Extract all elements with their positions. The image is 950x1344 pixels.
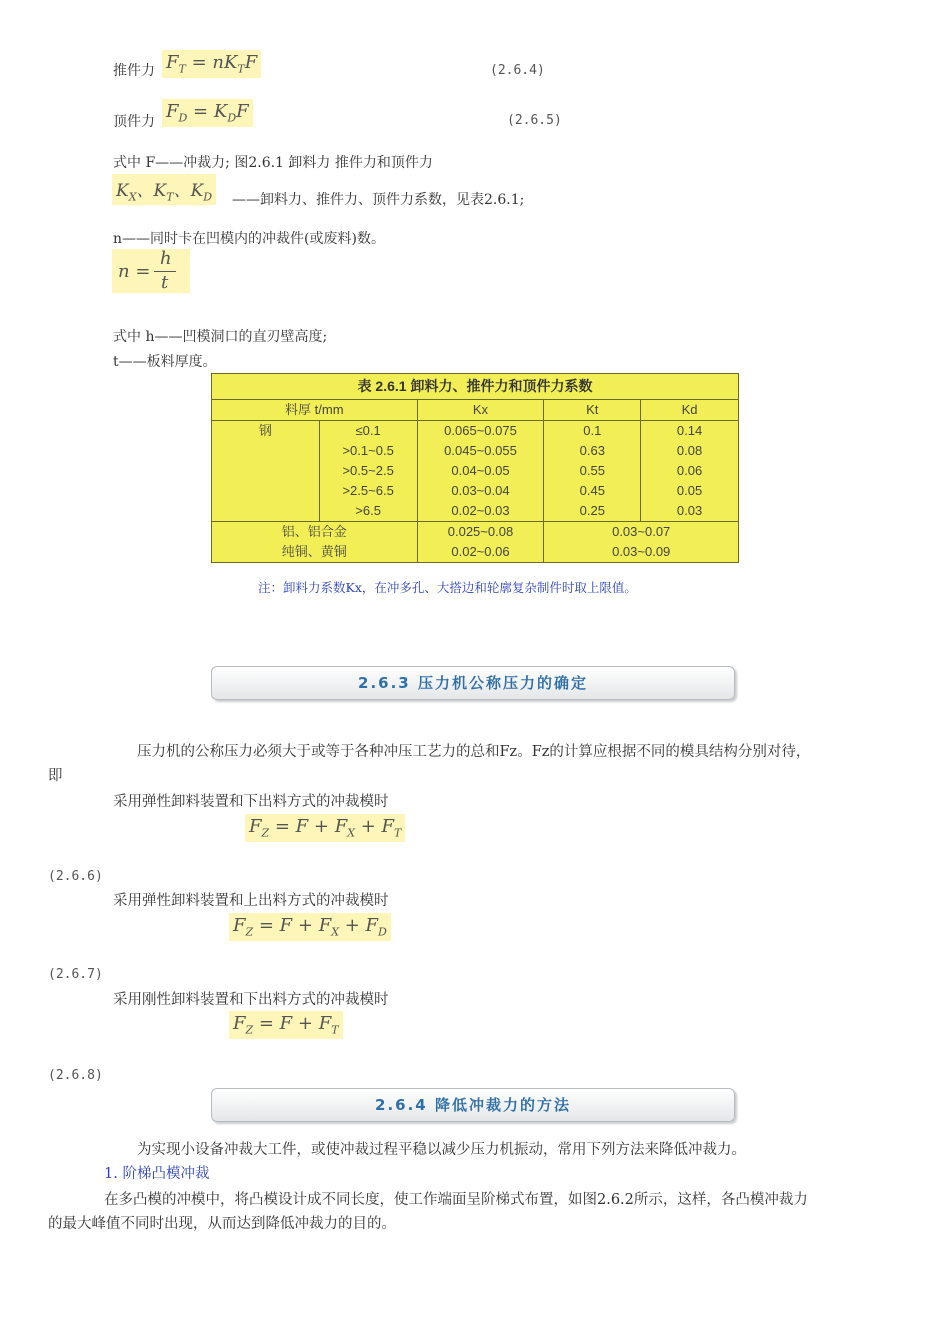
cell-ktd: 0.03~0.09 xyxy=(544,542,739,563)
cell-thickness: >0.1~0.5 xyxy=(319,441,417,461)
cell-kd: 0.14 xyxy=(641,421,739,442)
cell-kx: 0.065~0.075 xyxy=(417,421,544,442)
table-row xyxy=(212,542,739,563)
cell-kd: 0.03 xyxy=(641,501,739,522)
item-1-line-2: 的最大峰值不同时出现，从而达到降低冲裁力的目的。 xyxy=(48,1216,396,1232)
cell-kt: 0.45 xyxy=(544,481,641,501)
eq-number-266: (2.6.6) xyxy=(48,869,103,884)
cell-kx: 0.02~0.03 xyxy=(417,501,544,522)
case-1-formula: $F_Z = F + F_X + F_T$ xyxy=(245,814,405,842)
header-kx: Kx xyxy=(417,400,544,421)
cell-ktd: 0.03~0.07 xyxy=(544,522,739,543)
steel-label: 钢 xyxy=(212,421,320,522)
section-263-intro-cont: 即 xyxy=(48,768,63,784)
header-kt: Kt xyxy=(544,400,641,421)
cell-kx: 0.02~0.06 xyxy=(417,542,544,563)
header-kd: Kd xyxy=(641,400,739,421)
table-title: 表 2.6.1 卸料力、推件力和顶件力系数 xyxy=(212,374,739,400)
case-2-formula: $F_Z = F + F_X + F_D$ xyxy=(229,913,391,941)
eq-number-264: (2.6.4) xyxy=(490,63,545,78)
section-263-intro: 压力机的公称压力必须大于或等于各种冲压工艺力的总和Fz。Fz的计算应根据不同的模具结构分别对待， xyxy=(137,744,811,760)
item-1-title: 1. 阶梯凸模冲裁 xyxy=(104,1166,210,1182)
cell-thickness: >0.5~2.5 xyxy=(319,461,417,481)
cell-kx: 0.04~0.05 xyxy=(417,461,544,481)
cell-material: 铝、铝合金 xyxy=(212,522,418,543)
t-description: t——板料厚度。 xyxy=(113,354,217,370)
cell-kd: 0.06 xyxy=(641,461,739,481)
case-3-desc: 采用刚性卸料装置和下出料方式的冲裁模时 xyxy=(113,992,389,1008)
cell-kx: 0.03~0.04 xyxy=(417,481,544,501)
n-formula: n = h t xyxy=(112,249,190,293)
eq-number-265: (2.6.5) xyxy=(507,113,562,128)
n-description: n——同时卡在凹模内的冲裁件(或废料)数。 xyxy=(113,231,385,247)
section-264-banner: 2.6.4 降低冲裁力的方法 xyxy=(211,1088,735,1122)
coef-description: ——卸料力、推件力、顶件力系数，见表2.6.1; xyxy=(232,192,525,208)
section-263-banner: 2.6.3 压力机公称压力的确定 xyxy=(211,666,735,700)
header-thickness: 料厚 t/mm xyxy=(212,400,418,421)
cell-material: 纯铜、黄铜 xyxy=(212,542,418,563)
cell-kt: 0.1 xyxy=(544,421,641,442)
cell-thickness: ≤0.1 xyxy=(319,421,417,442)
section-264-intro: 为实现小设备冲裁大工件，或使冲裁过程平稳以减少压力机振动，常用下列方法来降低冲裁力。 xyxy=(137,1142,746,1158)
cell-kt: 0.55 xyxy=(544,461,641,481)
table-row xyxy=(212,421,739,442)
push-force-label: 推件力 xyxy=(113,63,155,79)
cell-thickness: >2.5~6.5 xyxy=(319,481,417,501)
h-description: 式中 h——凹模洞口的直刃壁高度; xyxy=(113,329,328,345)
table-row xyxy=(212,522,739,543)
eq-number-268: (2.6.8) xyxy=(48,1068,103,1083)
item-1-line-1: 在多凸模的冲模中，将凸模设计成不同长度，使工作端面呈阶梯式布置，如图2.6.2所示，这样，各凸模冲裁力 xyxy=(104,1192,808,1208)
cell-kd: 0.05 xyxy=(641,481,739,501)
top-force-formula: $F_D = K_DF$ xyxy=(162,99,253,127)
cell-thickness: >6.5 xyxy=(319,501,417,522)
cell-kx: 0.025~0.08 xyxy=(417,522,544,543)
cell-kd: 0.08 xyxy=(641,441,739,461)
cell-kt: 0.63 xyxy=(544,441,641,461)
coef-symbols: $K_X$、$K_T$、$K_D$ xyxy=(112,174,216,205)
coefficient-table xyxy=(211,373,739,563)
table-note: 注：卸料力系数Kx，在冲多孔、大搭边和轮廓复杂制件时取上限值。 xyxy=(258,580,637,595)
cell-kt: 0.25 xyxy=(544,501,641,522)
cell-kx: 0.045~0.055 xyxy=(417,441,544,461)
eq-number-267: (2.6.7) xyxy=(48,967,103,982)
case-2-desc: 采用弹性卸料装置和上出料方式的冲裁模时 xyxy=(113,893,389,909)
case-3-formula: $F_Z = F + F_T$ xyxy=(229,1011,343,1039)
where-line: 式中 F——冲裁力; 图2.6.1 卸料力 推件力和顶件力 xyxy=(113,155,433,171)
push-force-formula: $F_T = nK_TF$ xyxy=(162,50,261,78)
case-1-desc: 采用弹性卸料装置和下出料方式的冲裁模时 xyxy=(113,794,389,810)
top-force-label: 顶件力 xyxy=(113,114,155,130)
